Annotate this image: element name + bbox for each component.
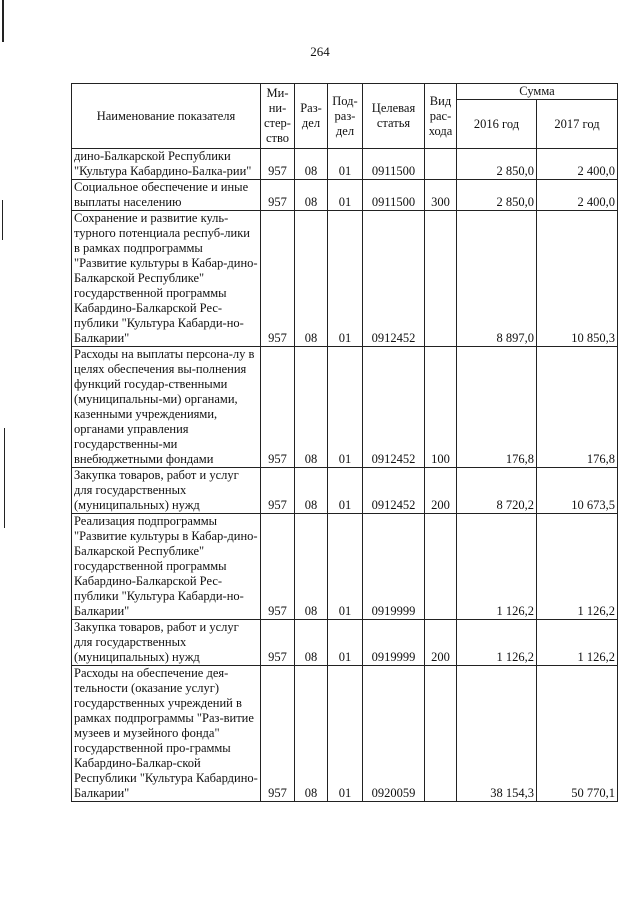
row-name: Расходы на обеспечение дея-тельности (оказание услуг) государственных учреждений в рамках подпрограммы "Раз-витие музеев и музейного фонда" государственной про-граммы Кабардино-Балкар-ской Республики "Культура Кабардино-Балкарии": [72, 666, 261, 802]
budget-table: [71, 83, 618, 802]
table-row: [72, 180, 618, 211]
row-sum-2016: 8 897,0: [457, 211, 537, 347]
row-sum-2016: 8 720,2: [457, 468, 537, 514]
scan-mark-top: [2, 0, 4, 42]
row-subsection: 01: [328, 211, 363, 347]
row-name: Закупка товаров, работ и услуг для государственных (муниципальных) нужд: [72, 468, 261, 514]
row-expense-type: 200: [425, 468, 457, 514]
row-target: 0912452: [363, 468, 425, 514]
row-ministry: 957: [261, 347, 295, 468]
row-expense-type: 200: [425, 620, 457, 666]
row-expense-type: 100: [425, 347, 457, 468]
table-row: [72, 211, 618, 347]
row-section: 08: [295, 666, 328, 802]
row-ministry: 957: [261, 620, 295, 666]
row-ministry: 957: [261, 468, 295, 514]
row-subsection: 01: [328, 620, 363, 666]
row-ministry: 957: [261, 514, 295, 620]
row-sum-2017: 2 400,0: [537, 180, 618, 211]
table-row: [72, 666, 618, 802]
scan-mark-low: [4, 428, 5, 528]
row-section: 08: [295, 468, 328, 514]
row-name: Сохранение и развитие куль-турного потенциала респуб-лики в рамках подпрограммы "Развитие культуры в Кабар-дино-Балкарской Республике" государственной программы Кабардино-Балкарской Рес-публики "Культура Кабарди-но-Балкарии": [72, 211, 261, 347]
page-number: 264: [310, 44, 330, 59]
header-expense-type: Вид рас- хода: [425, 84, 457, 149]
row-target: 0911500: [363, 149, 425, 180]
header-target: Целевая статья: [363, 84, 425, 149]
row-subsection: 01: [328, 468, 363, 514]
row-target: 0919999: [363, 514, 425, 620]
table-row: [72, 347, 618, 468]
header-year-2017: 2017 год: [537, 100, 618, 149]
header-name: Наименование показателя: [72, 84, 261, 149]
row-sum-2016: 2 850,0: [457, 149, 537, 180]
row-subsection: 01: [328, 149, 363, 180]
header-subsection: Под- раз- дел: [328, 84, 363, 149]
row-section: 08: [295, 211, 328, 347]
row-expense-type: [425, 149, 457, 180]
row-sum-2017: 50 770,1: [537, 666, 618, 802]
row-sum-2017: 2 400,0: [537, 149, 618, 180]
row-expense-type: [425, 666, 457, 802]
row-sum-2016: 176,8: [457, 347, 537, 468]
row-target: 0920059: [363, 666, 425, 802]
header-section: Раз- дел: [295, 84, 328, 149]
row-target: 0911500: [363, 180, 425, 211]
row-subsection: 01: [328, 514, 363, 620]
row-section: 08: [295, 347, 328, 468]
row-expense-type: [425, 211, 457, 347]
table-row: [72, 514, 618, 620]
row-section: 08: [295, 149, 328, 180]
row-section: 08: [295, 514, 328, 620]
row-ministry: 957: [261, 666, 295, 802]
row-name: Реализация подпрограммы "Развитие культуры в Кабар-дино-Балкарской Республике" государственной программы Кабардино-Балкарской Рес-публики "Культура Кабарди-но-Балкарии": [72, 514, 261, 620]
scan-mark-mid: [2, 200, 3, 240]
row-sum-2017: 1 126,2: [537, 620, 618, 666]
row-sum-2017: 10 673,5: [537, 468, 618, 514]
row-subsection: 01: [328, 347, 363, 468]
row-subsection: 01: [328, 666, 363, 802]
row-expense-type: [425, 514, 457, 620]
row-target: 0912452: [363, 347, 425, 468]
row-subsection: 01: [328, 180, 363, 211]
row-expense-type: 300: [425, 180, 457, 211]
row-sum-2016: 1 126,2: [457, 514, 537, 620]
row-target: 0912452: [363, 211, 425, 347]
table-row: [72, 149, 618, 180]
header-year-2016: 2016 год: [457, 100, 537, 149]
row-ministry: 957: [261, 211, 295, 347]
row-sum-2016: 2 850,0: [457, 180, 537, 211]
row-sum-2017: 176,8: [537, 347, 618, 468]
row-sum-2017: 1 126,2: [537, 514, 618, 620]
header-ministry: Ми- ни- стер- ство: [261, 84, 295, 149]
table-row: [72, 620, 618, 666]
row-section: 08: [295, 180, 328, 211]
row-ministry: 957: [261, 180, 295, 211]
row-ministry: 957: [261, 149, 295, 180]
row-name: Социальное обеспечение и иные выплаты населению: [72, 180, 261, 211]
row-name: Закупка товаров, работ и услуг для государственных (муниципальных) нужд: [72, 620, 261, 666]
row-sum-2016: 38 154,3: [457, 666, 537, 802]
row-target: 0919999: [363, 620, 425, 666]
table-row: [72, 468, 618, 514]
row-sum-2016: 1 126,2: [457, 620, 537, 666]
header-sum: Сумма: [457, 84, 618, 100]
row-sum-2017: 10 850,3: [537, 211, 618, 347]
row-name: Расходы на выплаты персона-лу в целях обеспечения вы-полнения функций государ-ственными (муниципальны-ми) органами, казенными учреждениями, органами управления государственны-ми внебюджетными фондами: [72, 347, 261, 468]
row-name: дино-Балкарской Республики "Культура Кабардино-Балка-рии": [72, 149, 261, 180]
row-section: 08: [295, 620, 328, 666]
